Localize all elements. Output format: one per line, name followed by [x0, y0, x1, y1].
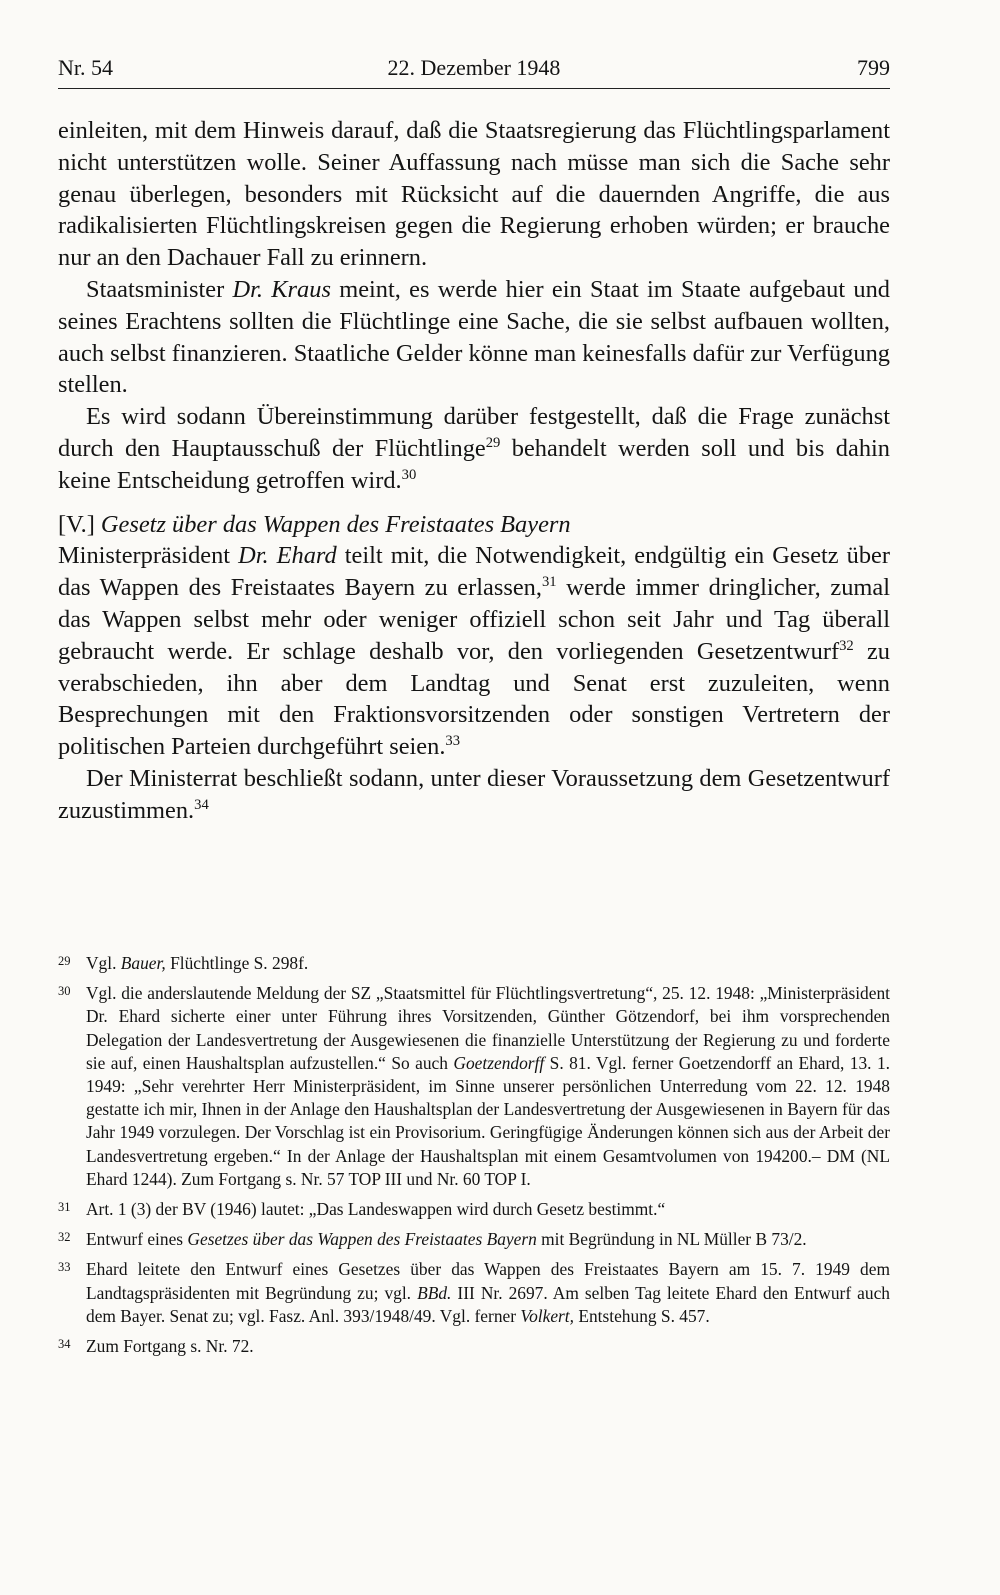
author-goetzendorff: Goetzendorff — [453, 1052, 545, 1073]
footnote-33 — [58, 1258, 890, 1328]
footnotes — [58, 952, 890, 1365]
section-number: [V.] — [58, 510, 95, 538]
footnote-30 — [58, 982, 890, 1191]
footnote-ref-29[interactable]: 29 — [485, 434, 501, 451]
footnote-ref-34[interactable]: 34 — [194, 796, 209, 813]
paragraph-4-text-b: werde immer dringlicher, zumal das Wappen selbst mehr oder weniger offiziell schon seit Jahr und Tag überall gebraucht werde. Er schlage deshalb vor, den vorliegenden Gesetzentwurf — [58, 574, 890, 665]
paragraph-2 — [58, 274, 890, 401]
speaker-name-ehard: Dr. Ehard — [238, 542, 337, 570]
footnote-text: Zum Fortgang s. Nr. 72. — [86, 1336, 254, 1357]
paragraph-5-text: Der Ministerrat beschließt sodann, unter dieser Voraussetzung dem Gesetzentwurf zuzustimmen. — [58, 764, 890, 824]
paragraph-4 — [58, 540, 890, 763]
paragraph-1-text: einleiten, mit dem Hinweis darauf, daß die Staatsregierung das Flüchtlingsparlament nicht unterstützen wolle. Seiner Auffassung nach müsse man sich die Sache sehr genau überlegen, besonders mit Rücksicht auf die dauernden Angriffe, die aus radikalisierten Flüchtlingskreisen gegen die Regierung erhoben würden; er brauche nur an den Dachauer Fall zu erinnern. — [58, 117, 890, 272]
page — [58, 54, 890, 827]
footnote-number: 33 — [58, 1260, 71, 1275]
footnote-32 — [58, 1228, 890, 1251]
law-title: Gesetzes über das Wappen des Freistaates Bayern — [187, 1229, 537, 1250]
paragraph-2-text: meint, es werde hier ein Staat im Staate aufgebaut und seines Erachtens sollten die Flüchtlinge eine Sache, die sie selbst aufbauen wollten, auch selbst finanzieren. Staatliche Gelder könne man keinesfalls dafür zur Verfügung stellen. — [58, 275, 890, 399]
paragraph-4-text-a: teilt mit, die Notwendigkeit, endgültig ein Gesetz über das Wappen des Freistaates Bayern zu erlassen, — [58, 542, 890, 602]
paragraph-3 — [58, 401, 890, 496]
footnote-34 — [58, 1335, 890, 1358]
footnote-ref-30[interactable]: 30 — [401, 466, 417, 483]
footnote-30-a: Vgl. die anderslautende Meldung der SZ „Staatsmittel für Flüchtlingsvertretung“, 25. 12. 1948: „Ministerpräsident Dr. Ehard sicherte einer unter Führung ihres Vorsitzenden, Günther Götzendorf, bei ihm vorsprechenden Delegation der Landesvertretung der Ausgewiesenen die finanzielle Unterstützung der Regierung zu und forderte sie auf, einen Haushaltsplan aufzustellen.“ So auch — [86, 983, 890, 1073]
author-volkert: Volkert, — [520, 1305, 574, 1326]
footnote-31 — [58, 1198, 890, 1221]
footnote-text — [86, 952, 890, 975]
paragraph-3-text-a: Es wird sodann Übereinstimmung darüber festgestellt, daß die Frage zunächst durch den Hauptausschuß der Flüchtlinge — [58, 403, 890, 462]
running-head — [58, 54, 890, 89]
section-title: Gesetz über das Wappen des Freistaates Bayern — [100, 510, 571, 538]
section-spacer — [58, 497, 890, 509]
footnote-ref-32[interactable]: 32 — [839, 637, 854, 654]
speaker-name-kraus: Dr. Kraus — [232, 275, 331, 303]
footnote-number: 32 — [58, 1230, 71, 1245]
footnote-33-b: III Nr. 2697. Am selben Tag leitete Ehard den Entwurf auch dem Bayer. Senat zu; vgl. Fasz. Anl. 393/1948/49. Vgl. ferner — [86, 1282, 890, 1326]
footnote-30-b: S. 81. Vgl. ferner Goetzendorff an Ehard, 13. 1. 1949: „Sehr verehrter Herr Ministerpräsident, im Sinne unserer persönlichen Unterredung vom 22. 12. 1948 gestatte ich mir, Ihnen in der Anlage den Haushaltsplan der Landesvertretung der Ausgewiesenen in Bayern für das Jahr 1949 vorzulegen. Der Vorschlag ist ein Provisorium. Geringfügige Änderungen können sich aus der Arbeit der Landesvertretung ergeben.“ In der Anlage der Haushaltsplan mit einem Gesamtvolumen von 194200.– DM (NL Ehard 1244). Zum Fortgang s. Nr. 57 TOP III und Nr. 60 TOP I. — [86, 1052, 890, 1189]
footnote-29 — [58, 952, 890, 975]
footnote-text — [86, 1258, 890, 1328]
page-number: 799 — [857, 55, 890, 80]
paragraph-3-text-b: behandelt werden soll und bis dahin keine Entscheidung getroffen wird. — [58, 434, 890, 494]
footnote-29-pre: Vgl. — [86, 953, 121, 973]
footnote-33-a: Ehard leitete den Entwurf eines Gesetzes über das Wappen des Freistaates Bayern am 15. 7. 1949 dem Landtagspräsidenten mit Begründung zu; vgl. — [86, 1259, 890, 1303]
footnote-text — [86, 1228, 890, 1251]
footnote-33-c: Entstehung S. 457. — [573, 1305, 710, 1326]
footnote-32-post: mit Begründung in NL Müller B 73/2. — [536, 1229, 807, 1250]
footnote-29-post: Flüchtlinge S. 298f. — [165, 953, 309, 973]
footnote-number: 31 — [58, 1200, 71, 1215]
section-heading — [58, 509, 890, 541]
footnote-text — [86, 982, 890, 1191]
header-date: 22. Dezember 1948 — [387, 55, 561, 80]
footnote-32-pre: Entwurf eines — [86, 1229, 188, 1250]
paragraph-5 — [58, 763, 890, 827]
paragraph-2-lead: Staatsminister — [86, 275, 233, 303]
main-text — [58, 115, 890, 827]
paragraph-1 — [58, 115, 890, 274]
source-bbd: BBd. — [417, 1282, 452, 1303]
paragraph-4-lead: Ministerpräsident — [58, 542, 239, 570]
footnote-number: 30 — [58, 984, 71, 999]
issue-number: Nr. 54 — [58, 55, 113, 80]
footnote-ref-31[interactable]: 31 — [541, 574, 557, 591]
footnote-text: Art. 1 (3) der BV (1946) lautet: „Das Landeswappen wird durch Gesetz bestimmt.“ — [86, 1199, 666, 1220]
footnote-number: 29 — [58, 954, 71, 968]
paragraph-4-text-c: zu verabschieden, ihn aber dem Landtag und Senat erst zuzuleiten, wenn Besprechungen mit den Fraktionsvorsitzenden oder sonstigen Vertretern der politischen Parteien durchgeführt seien. — [58, 637, 890, 761]
footnote-number: 34 — [58, 1337, 71, 1352]
footnote-ref-33[interactable]: 33 — [445, 733, 461, 750]
author-bauer: Bauer, — [120, 953, 166, 973]
